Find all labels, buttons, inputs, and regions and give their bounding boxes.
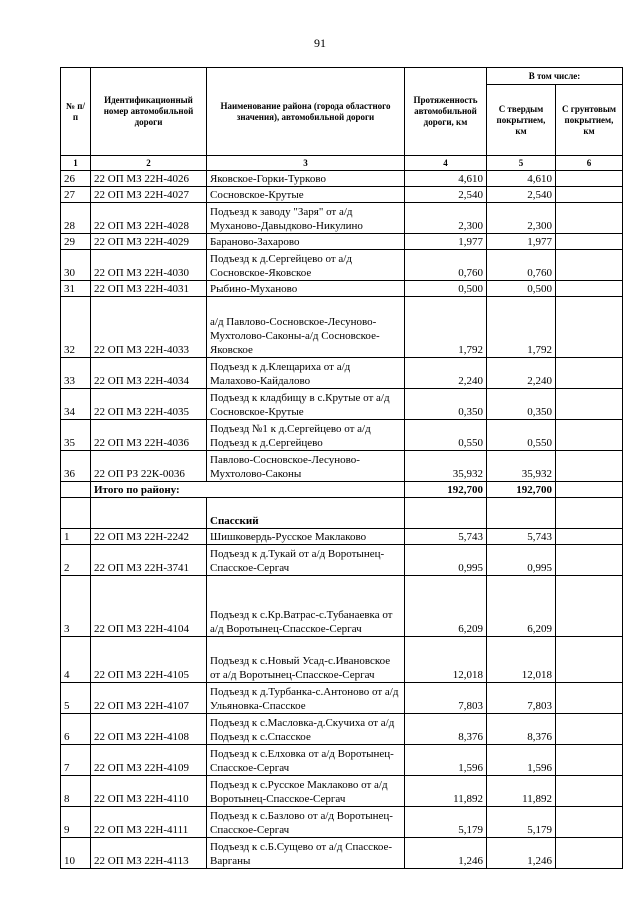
road-length: 2,540 (405, 187, 487, 203)
soil-surface-length (556, 807, 623, 838)
table-body-part1 (61, 171, 623, 482)
hard-surface-length: 2,240 (487, 358, 556, 389)
soil-surface-length (556, 451, 623, 482)
table-row (61, 281, 623, 297)
region-empty-cell (91, 498, 207, 529)
header-length: Протяженность автомобильной дороги, км (405, 68, 487, 156)
header-code: Идентификационный номер автомобильной дороги (91, 68, 207, 156)
table-row (61, 745, 623, 776)
road-id: 22 ОП МЗ 22Н-4034 (91, 358, 207, 389)
road-id: 22 ОП МЗ 22Н-4030 (91, 250, 207, 281)
road-length: 0,550 (405, 420, 487, 451)
hard-surface-length: 12,018 (487, 637, 556, 683)
total-empty-cell (61, 482, 91, 498)
column-number: 2 (91, 156, 207, 171)
header-soil-surface: С грунтовым покрытием, км (556, 85, 623, 156)
road-id: 22 ОП МЗ 22Н-4031 (91, 281, 207, 297)
road-id: 22 ОП МЗ 22Н-4110 (91, 776, 207, 807)
road-id: 22 ОП МЗ 22Н-4108 (91, 714, 207, 745)
hard-surface-length: 4,610 (487, 171, 556, 187)
roads-table (60, 67, 623, 869)
road-name: Подъезд к с.Б.Сущево от а/д Спасское-Варганы (207, 838, 405, 869)
soil-surface-length (556, 420, 623, 451)
hard-surface-length: 35,932 (487, 451, 556, 482)
table-row (61, 451, 623, 482)
column-number: 5 (487, 156, 556, 171)
row-number: 29 (61, 234, 91, 250)
table-body-part2 (61, 529, 623, 869)
column-number: 1 (61, 156, 91, 171)
row-number: 35 (61, 420, 91, 451)
table-row (61, 297, 623, 358)
region-empty-cell (405, 498, 487, 529)
hard-surface-length: 0,500 (487, 281, 556, 297)
road-length: 5,743 (405, 529, 487, 545)
column-number: 4 (405, 156, 487, 171)
hard-surface-length: 5,743 (487, 529, 556, 545)
table-row (61, 358, 623, 389)
road-id: 22 ОП МЗ 22Н-4033 (91, 297, 207, 358)
road-length: 12,018 (405, 637, 487, 683)
header-name: Наименование района (города областного значения), автомобильной дороги (207, 68, 405, 156)
soil-surface-length (556, 838, 623, 869)
row-number: 31 (61, 281, 91, 297)
table-row (61, 545, 623, 576)
road-name: Подъезд к д.Турбанка-с.Антоново от а/д Ульяновка-Спасское (207, 683, 405, 714)
road-id: 22 ОП МЗ 22Н-4105 (91, 637, 207, 683)
table-row (61, 187, 623, 203)
hard-surface-length: 1,977 (487, 234, 556, 250)
road-id: 22 ОП МЗ 22Н-4028 (91, 203, 207, 234)
total-hard: 192,700 (487, 482, 556, 498)
page-number: 91 (314, 36, 326, 50)
total-length: 192,700 (405, 482, 487, 498)
road-name: Подъезд к с.Базлово от а/д Воротынец-Спасское-Сергач (207, 807, 405, 838)
column-number: 6 (556, 156, 623, 171)
table-row (61, 250, 623, 281)
row-number: 10 (61, 838, 91, 869)
hard-surface-length: 7,803 (487, 683, 556, 714)
road-id: 22 ОП МЗ 22Н-4104 (91, 576, 207, 637)
hard-surface-length: 6,209 (487, 576, 556, 637)
table-body-total (61, 482, 623, 529)
region-row (61, 498, 623, 529)
road-name: Подъезд №1 к д.Сергейцево от а/д Подъезд к д.Сергейцево (207, 420, 405, 451)
table-row (61, 838, 623, 869)
road-id: 22 ОП МЗ 22Н-3741 (91, 545, 207, 576)
road-length: 0,500 (405, 281, 487, 297)
road-id: 22 ОП МЗ 22Н-4036 (91, 420, 207, 451)
road-name: Подъезд к кладбищу в с.Крутые от а/д Сосновское-Крутые (207, 389, 405, 420)
row-number: 27 (61, 187, 91, 203)
road-name: Подъезд к с.Русское Маклаково от а/д Воротынец-Спасское-Сергач (207, 776, 405, 807)
hard-surface-length: 1,596 (487, 745, 556, 776)
region-empty-cell (556, 498, 623, 529)
road-name: Бараново-Захарово (207, 234, 405, 250)
table-row (61, 637, 623, 683)
road-name: Шишковердь-Русское Маклаково (207, 529, 405, 545)
row-number: 8 (61, 776, 91, 807)
table-row (61, 529, 623, 545)
road-name: Подъезд к д.Тукай от а/д Воротынец-Спасское-Сергач (207, 545, 405, 576)
soil-surface-length (556, 171, 623, 187)
road-id: 22 ОП РЗ 22К-0036 (91, 451, 207, 482)
total-label: Итого по району: (91, 482, 405, 498)
soil-surface-length (556, 281, 623, 297)
row-number: 3 (61, 576, 91, 637)
road-name: Подъезд к д.Клещариха от а/д Малахово-Кайдалово (207, 358, 405, 389)
hard-surface-length: 8,376 (487, 714, 556, 745)
road-id: 22 ОП МЗ 22Н-4026 (91, 171, 207, 187)
road-length: 1,246 (405, 838, 487, 869)
road-length: 1,596 (405, 745, 487, 776)
table-row (61, 171, 623, 187)
soil-surface-length (556, 389, 623, 420)
road-name: Подъезд к с.Масловка-д.Скучиха от а/д Подъезд к с.Спасское (207, 714, 405, 745)
road-id: 22 ОП МЗ 22Н-4027 (91, 187, 207, 203)
road-length: 4,610 (405, 171, 487, 187)
soil-surface-length (556, 745, 623, 776)
soil-surface-length (556, 683, 623, 714)
road-length: 1,792 (405, 297, 487, 358)
road-name: Подъезд к заводу "Заря" от а/д Муханово-Давыдково-Никулино (207, 203, 405, 234)
region-empty-cell (487, 498, 556, 529)
road-name: а/д Павлово-Сосновское-Лесуново-Мухтолово-Саконы-а/д Сосновское-Яковское (207, 297, 405, 358)
table-row (61, 389, 623, 420)
row-number: 1 (61, 529, 91, 545)
soil-surface-length (556, 250, 623, 281)
road-length: 6,209 (405, 576, 487, 637)
road-length: 1,977 (405, 234, 487, 250)
soil-surface-length (556, 297, 623, 358)
road-length: 35,932 (405, 451, 487, 482)
road-name: Подъезд к с.Новый Усад-с.Ивановское от а/д Воротынец-Спасское-Сергач (207, 637, 405, 683)
road-id: 22 ОП МЗ 22Н-4035 (91, 389, 207, 420)
road-id: 22 ОП МЗ 22Н-4107 (91, 683, 207, 714)
soil-surface-length (556, 234, 623, 250)
road-name: Подъезд к д.Сергейцево от а/д Сосновское-Яковское (207, 250, 405, 281)
hard-surface-length: 2,540 (487, 187, 556, 203)
road-name: Яковское-Горки-Турково (207, 171, 405, 187)
hard-surface-length: 2,300 (487, 203, 556, 234)
hard-surface-length: 1,792 (487, 297, 556, 358)
row-number: 4 (61, 637, 91, 683)
header-hard-surface: С твердым покрытием, км (487, 85, 556, 156)
row-number: 28 (61, 203, 91, 234)
road-name: Подъезд к с.Елховка от а/д Воротынец-Спасское-Сергач (207, 745, 405, 776)
road-length: 0,995 (405, 545, 487, 576)
total-soil (556, 482, 623, 498)
road-length: 8,376 (405, 714, 487, 745)
header-including: В том числе: (487, 68, 623, 85)
table-row (61, 807, 623, 838)
region-empty-cell (61, 498, 91, 529)
road-id: 22 ОП МЗ 22Н-4109 (91, 745, 207, 776)
soil-surface-length (556, 637, 623, 683)
road-name: Рыбино-Муханово (207, 281, 405, 297)
soil-surface-length (556, 529, 623, 545)
road-length: 0,350 (405, 389, 487, 420)
road-id: 22 ОП МЗ 22Н-4029 (91, 234, 207, 250)
road-name: Подъезд к с.Кр.Ватрас-с.Тубанаевка от а/д Воротынец-Спасское-Сергач (207, 576, 405, 637)
table-row (61, 576, 623, 637)
road-length: 0,760 (405, 250, 487, 281)
soil-surface-length (556, 714, 623, 745)
row-number: 6 (61, 714, 91, 745)
row-number: 26 (61, 171, 91, 187)
road-length: 7,803 (405, 683, 487, 714)
road-length: 11,892 (405, 776, 487, 807)
row-number: 36 (61, 451, 91, 482)
column-number: 3 (207, 156, 405, 171)
soil-surface-length (556, 576, 623, 637)
soil-surface-length (556, 187, 623, 203)
row-number: 2 (61, 545, 91, 576)
row-number: 34 (61, 389, 91, 420)
row-number: 7 (61, 745, 91, 776)
total-row (61, 482, 623, 498)
hard-surface-length: 0,995 (487, 545, 556, 576)
hard-surface-length: 1,246 (487, 838, 556, 869)
hard-surface-length: 0,550 (487, 420, 556, 451)
hard-surface-length: 5,179 (487, 807, 556, 838)
soil-surface-length (556, 203, 623, 234)
road-id: 22 ОП МЗ 22Н-4113 (91, 838, 207, 869)
table-row (61, 420, 623, 451)
hard-surface-length: 11,892 (487, 776, 556, 807)
soil-surface-length (556, 358, 623, 389)
road-length: 2,240 (405, 358, 487, 389)
table-row (61, 234, 623, 250)
road-id: 22 ОП МЗ 22Н-4111 (91, 807, 207, 838)
road-length: 5,179 (405, 807, 487, 838)
road-name: Сосновское-Крутые (207, 187, 405, 203)
region-name: Спасский (207, 498, 405, 529)
row-number: 5 (61, 683, 91, 714)
table-row (61, 714, 623, 745)
header-num: № п/п (61, 68, 91, 156)
table-row (61, 776, 623, 807)
row-number: 9 (61, 807, 91, 838)
row-number: 30 (61, 250, 91, 281)
table-row (61, 203, 623, 234)
soil-surface-length (556, 776, 623, 807)
road-name: Павлово-Сосновское-Лесуново-Мухтолово-Саконы (207, 451, 405, 482)
row-number: 32 (61, 297, 91, 358)
road-length: 2,300 (405, 203, 487, 234)
hard-surface-length: 0,350 (487, 389, 556, 420)
road-id: 22 ОП МЗ 22Н-2242 (91, 529, 207, 545)
soil-surface-length (556, 545, 623, 576)
hard-surface-length: 0,760 (487, 250, 556, 281)
table-row (61, 683, 623, 714)
row-number: 33 (61, 358, 91, 389)
